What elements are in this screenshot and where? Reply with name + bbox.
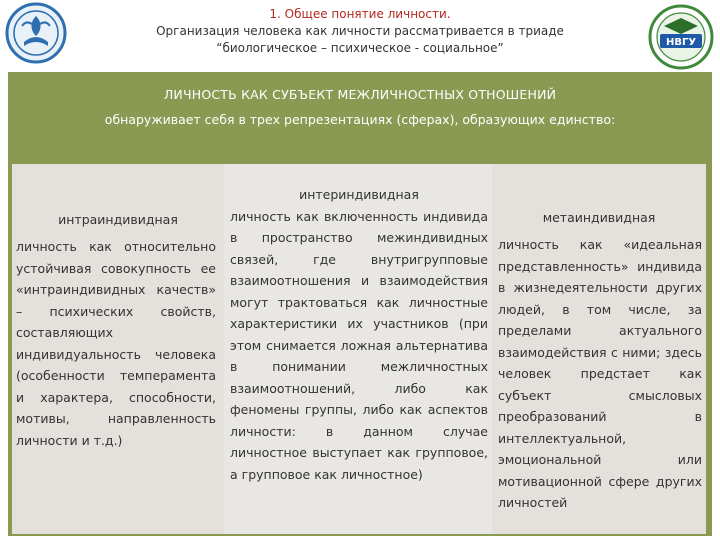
column-text-block xyxy=(230,184,488,485)
column-intraindividual xyxy=(12,164,224,534)
nvgu-logo-text: НВГУ xyxy=(665,37,697,48)
content-panel xyxy=(8,154,712,536)
slide-title xyxy=(120,6,600,57)
title-line-3: “биологическое – психическое - социальное” xyxy=(216,41,504,55)
title-line-2: Организация человека как личности рассматривается в триаде xyxy=(156,24,564,38)
column-metaindividual xyxy=(492,164,706,534)
nvgu-logo xyxy=(646,4,716,70)
column-text: личность как «идеальная представленность» индивида в жизнедеятельности других людей, в том числе, за пределами актуального взаимодействия с ними; здесь человек предстает как субъект смысловых преобразований в интеллектуальной, эмоциональной или мотивационной сфере других личностей xyxy=(498,237,702,510)
column-text: личность как относительно устойчивая совокупность ее «интраиндивидных качеств» – психических свойств, составляющих индивидуальность человека (особенности темперамента и характера, способности, мотивы, направленность личности и т.д.) xyxy=(16,239,216,448)
column-text: личность как включенность индивида в пространство межиндивидных связей, где внутригрупповые взаимоотношения и взаимодействия могут трактоваться как личностные характеристики их участников (при этом снимается ложная альтернатива в понимании межличностных взаимоотношений, либо как феномены группы, либо как аспектов личности: в данном случае личностное выступает как групповое, а групповое как личностное) xyxy=(230,208,488,482)
university-emblem-logo xyxy=(4,2,68,64)
column-title: интраиндивидная xyxy=(58,212,178,227)
column-interindividual xyxy=(224,164,492,534)
column-title: интериндивидная xyxy=(299,187,419,202)
section-banner xyxy=(8,72,712,154)
banner-heading: ЛИЧНОСТЬ КАК СУБЪЕКТ МЕЖЛИЧНОСТНЫХ ОТНОШЕНИЙ xyxy=(163,87,557,102)
slide-header xyxy=(0,0,720,72)
banner-subheading: обнаруживает себя в трех репрезентациях (сферах), образующих единство: xyxy=(104,112,616,127)
title-line-1: 1. Общее понятие личности. xyxy=(269,7,451,21)
column-title: метаиндивидная xyxy=(542,210,656,225)
